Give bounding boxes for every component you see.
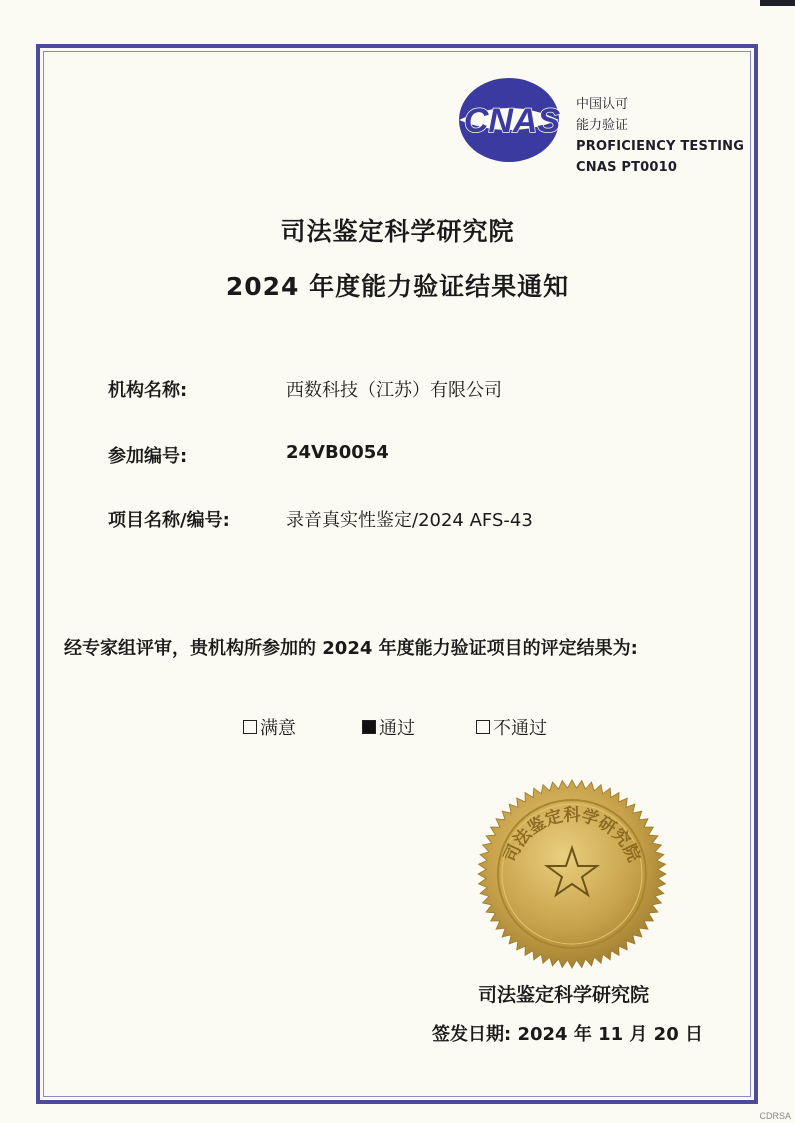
checkbox-empty-icon: [476, 720, 490, 734]
certificate-title-main: 2024 年度能力验证结果通知: [225, 272, 570, 301]
option-label: 满意: [260, 718, 296, 739]
option-satisfactory: [243, 714, 296, 740]
top-edge: [0, 0, 795, 6]
seal-text: 司法鉴定科学研究院: [500, 805, 644, 866]
cnas-logo-text: CNAS: [463, 102, 561, 140]
field-label-project: 项目名称/编号:: [108, 510, 230, 531]
logo-line-2: 能力验证: [576, 118, 629, 133]
field-label-org: 机构名称:: [108, 380, 188, 401]
watermark: CDRSA: [759, 1111, 791, 1121]
logo-line-1: 中国认可: [576, 97, 629, 112]
certificate-title-org: 司法鉴定科学研究院: [280, 217, 515, 246]
result-statement: 经专家组评审，贵机构所参加的 2024 年度能力验证项目的评定结果为:: [64, 638, 638, 659]
field-value-project: 录音真实性鉴定/2024 AFS-43: [286, 510, 533, 531]
field-label-id: 参加编号:: [108, 446, 188, 467]
cnas-logo: [453, 76, 571, 164]
issue-date: 签发日期: 2024 年 11 月 20 日: [432, 1024, 703, 1045]
logo-line-4: CNAS PT0010: [576, 160, 678, 175]
option-label: 通过: [379, 718, 415, 739]
gold-seal: [476, 778, 668, 970]
option-pass: [362, 714, 415, 740]
field-value-org: 西数科技（江苏）有限公司: [286, 380, 502, 401]
top-edge-dark: [760, 0, 795, 6]
option-label: 不通过: [493, 718, 547, 739]
field-value-id: 24VB0054: [286, 442, 389, 463]
checkbox-empty-icon: [243, 720, 257, 734]
cnas-logo-caption: [576, 94, 744, 178]
logo-line-3: PROFICIENCY TESTING: [576, 139, 745, 154]
checkbox-filled-icon: [362, 720, 376, 734]
option-fail: [476, 714, 547, 740]
issuer-name: 司法鉴定科学研究院: [478, 984, 650, 1006]
